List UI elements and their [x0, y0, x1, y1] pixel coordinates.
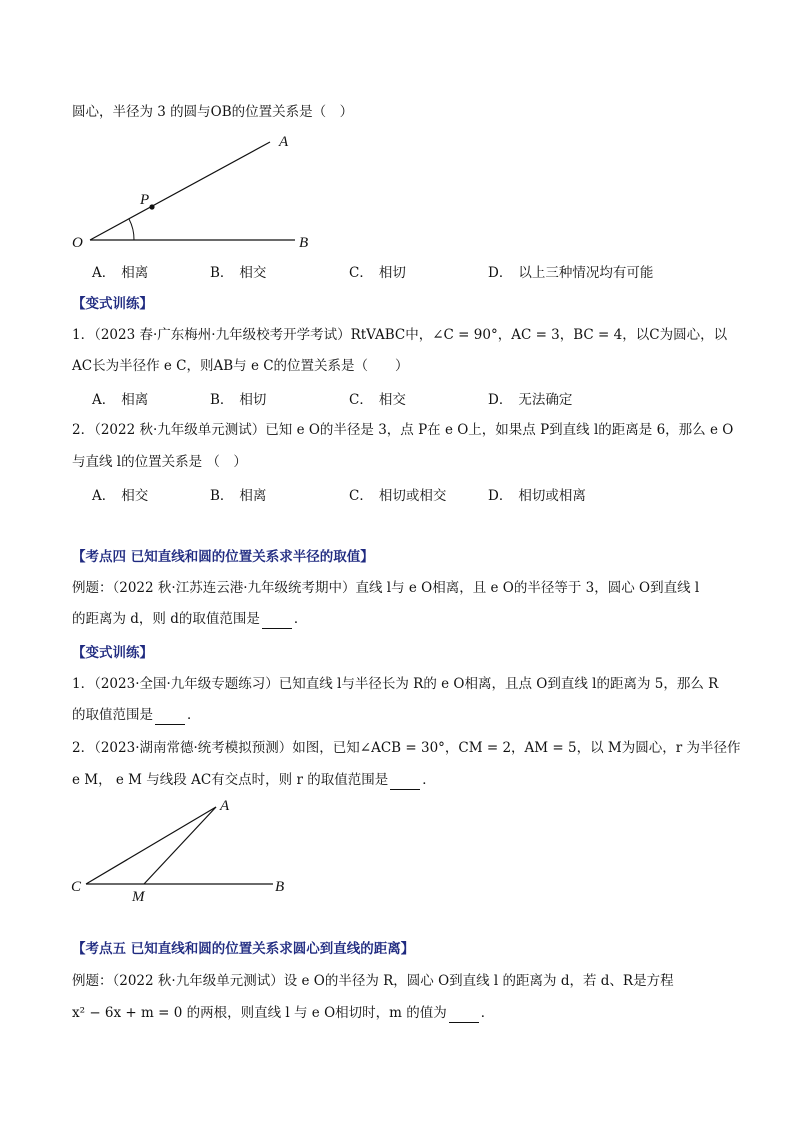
- q4-line1: 2．（2023·湖南常德·统考模拟预测）如图，已知∠ACB = 30°，CM = 2，AM = 5，以 M为圆心，r 为半径作: [72, 740, 741, 756]
- label-b: B: [299, 235, 309, 251]
- q1-line1: 1．（2023 春·广东梅州·九年级校考开学考试）RtVABC中，∠C = 90°，AC = 3，BC = 4，以C为圆心，以: [72, 327, 728, 343]
- q0-options: [92, 261, 712, 281]
- label-m: M: [132, 889, 145, 905]
- option-d: D． 以上三种情况均有可能: [488, 265, 654, 281]
- example-4-line2: 的距离为 d，则 d的取值范围是 ．: [72, 611, 308, 627]
- example-5-line2: x² − 6x + m = 0 的两根，则直线 l 与 e O相切时，m 的值为 ．: [72, 1005, 495, 1021]
- option-c: C． 相交: [349, 392, 406, 408]
- option-a: A． 相交: [92, 488, 149, 504]
- intro-question: 圆心，半径为 3 的圆与OB的位置关系是（ ）: [72, 104, 354, 120]
- section-5-heading: 【考点五 已知直线和圆的位置关系求圆心到直线的距离】: [72, 941, 415, 957]
- q2-line2: 与直线 l的位置关系是 （ ）: [72, 454, 247, 470]
- label-o: O: [72, 235, 83, 251]
- q3-line1: 1．（2023·全国·九年级专题练习）已知直线 l与半径长为 R的 e O相离，且点 O到直线 l的距离为 5，那么 R: [72, 676, 719, 692]
- practice-heading: 【变式训练】: [72, 296, 153, 312]
- q1-options: [92, 388, 712, 408]
- q1-line2: AC长为半径作 e C，则AB与 e C的位置关系是（ ）: [72, 358, 409, 374]
- option-b: B． 相交: [210, 265, 267, 281]
- label-b: B: [275, 879, 285, 895]
- example-4-line1: 例题：（2022 秋·江苏连云港·九年级统考期中）直线 l与 e O相离，且 e O的半径等于 3，圆心 O到直线 l: [72, 580, 700, 596]
- q3-line2: 的取值范围是 ．: [72, 707, 201, 723]
- option-d: D． 相切或相离: [488, 488, 586, 504]
- option-a: A． 相离: [92, 392, 149, 408]
- figure-triangle-acm: [66, 790, 306, 906]
- example-5-line1: 例题：（2022 秋·九年级单元测试）设 e O的半径为 R，圆心 O到直线 l 的距离为 d，若 d、R是方程: [72, 973, 674, 989]
- figure-angle-aob: [60, 128, 330, 253]
- option-b: B． 相离: [210, 488, 267, 504]
- answer-blank[interactable]: [155, 710, 185, 725]
- practice-heading: 【变式训练】: [72, 645, 153, 661]
- option-a: A． 相离: [92, 265, 149, 281]
- option-c: C． 相切或相交: [349, 488, 447, 504]
- label-c: C: [71, 879, 82, 895]
- q2-options: [92, 484, 712, 504]
- section-4-heading: 【考点四 已知直线和圆的位置关系求半径的取值】: [72, 549, 374, 565]
- option-c: C． 相切: [349, 265, 406, 281]
- label-a: A: [220, 798, 230, 814]
- q2-line1: 2．（2022 秋·九年级单元测试）已知 e O的半径是 3，点 P在 e O上，如果点 P到直线 l的距离是 6，那么 e O: [72, 422, 734, 438]
- label-a: A: [279, 134, 289, 150]
- answer-blank[interactable]: [449, 1008, 479, 1023]
- answer-blank[interactable]: [262, 614, 292, 629]
- option-d: D． 无法确定: [488, 392, 573, 408]
- answer-blank[interactable]: [390, 775, 420, 790]
- q4-line2: e M， e M 与线段 AC有交点时，则 r 的取值范围是 ．: [72, 772, 436, 788]
- option-b: B． 相切: [210, 392, 267, 408]
- label-p: P: [140, 192, 150, 208]
